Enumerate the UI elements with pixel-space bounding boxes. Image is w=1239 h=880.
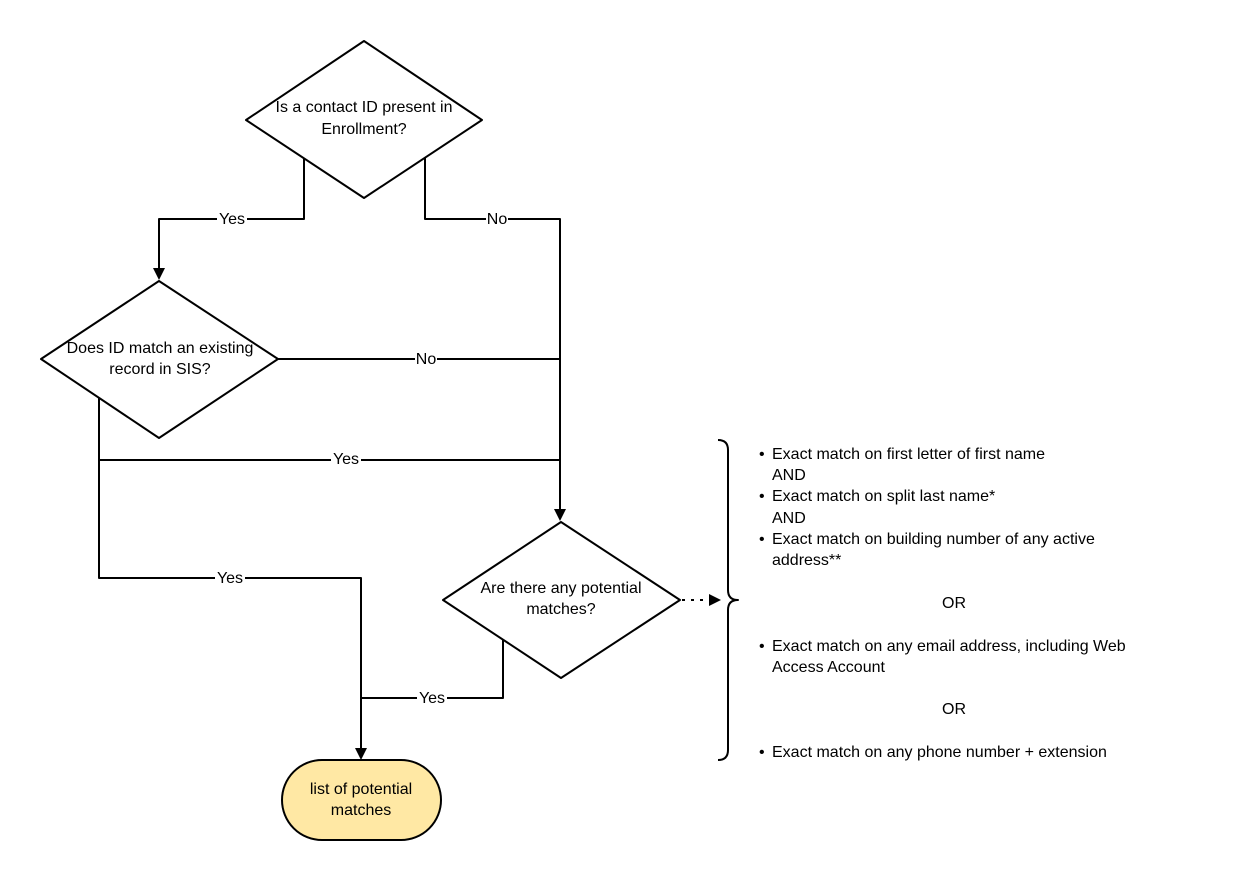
diagram-text: Yes xyxy=(332,451,360,468)
diagram-text: OR xyxy=(942,701,966,718)
diagram-text: No xyxy=(415,351,437,368)
diagram-text: record in SIS? xyxy=(109,361,211,378)
diagram-text: No xyxy=(486,211,508,228)
diagram-text: Does ID match an existing xyxy=(66,340,254,357)
diagram-text: Exact match on any email address, including Web xyxy=(772,638,1126,655)
edge-label-contact-yes xyxy=(217,210,247,228)
decision-potential-matches xyxy=(443,522,680,678)
curly-brace xyxy=(718,440,738,760)
diagram-text: Yes xyxy=(418,690,446,707)
matching-criteria-list xyxy=(759,446,1126,761)
diagram-text: Yes xyxy=(218,211,246,228)
diagram-text: address** xyxy=(772,552,842,569)
diagram-text: matches xyxy=(330,802,392,819)
edge-label-contact-no xyxy=(486,210,508,228)
edge-label-match-no xyxy=(415,350,437,368)
diagram-text: • xyxy=(759,488,765,505)
diagram-text: OR xyxy=(942,595,966,612)
edge-label-match-yes-2 xyxy=(215,570,245,587)
diagram-text: Enrollment? xyxy=(321,121,407,138)
diagram-text: Exact match on split last name* xyxy=(772,488,996,505)
diagram-text: AND xyxy=(772,467,806,484)
diagram-text: • xyxy=(759,638,765,655)
diagram-text: Is a contact ID present in xyxy=(275,99,453,116)
edge-label-match-yes-1 xyxy=(331,451,361,468)
diagram-text: • xyxy=(759,446,765,463)
edge-label-potential-yes xyxy=(417,690,447,707)
diagram-text: Exact match on building number of any active xyxy=(772,531,1095,548)
diagram-text: Yes xyxy=(216,570,244,587)
decision-contact-id-present xyxy=(246,41,482,198)
diagram-text: Access Account xyxy=(772,659,885,676)
diagram-text: • xyxy=(759,531,765,548)
diagram-text: • xyxy=(759,744,765,761)
edge-match-yes-2 xyxy=(99,440,361,758)
diagram-text: Are there any potential xyxy=(480,580,642,597)
terminal-shape xyxy=(282,760,441,840)
terminal-list-of-potential-matches xyxy=(282,760,441,840)
diagram-text: Exact match on any phone number + extension xyxy=(772,744,1107,761)
decision-id-match xyxy=(41,281,278,438)
diagram-text: list of potential xyxy=(309,781,413,798)
diagram-text: AND xyxy=(772,510,806,527)
diagram-text: matches? xyxy=(526,601,596,618)
diagram-text: Exact match on first letter of first name xyxy=(772,446,1045,463)
